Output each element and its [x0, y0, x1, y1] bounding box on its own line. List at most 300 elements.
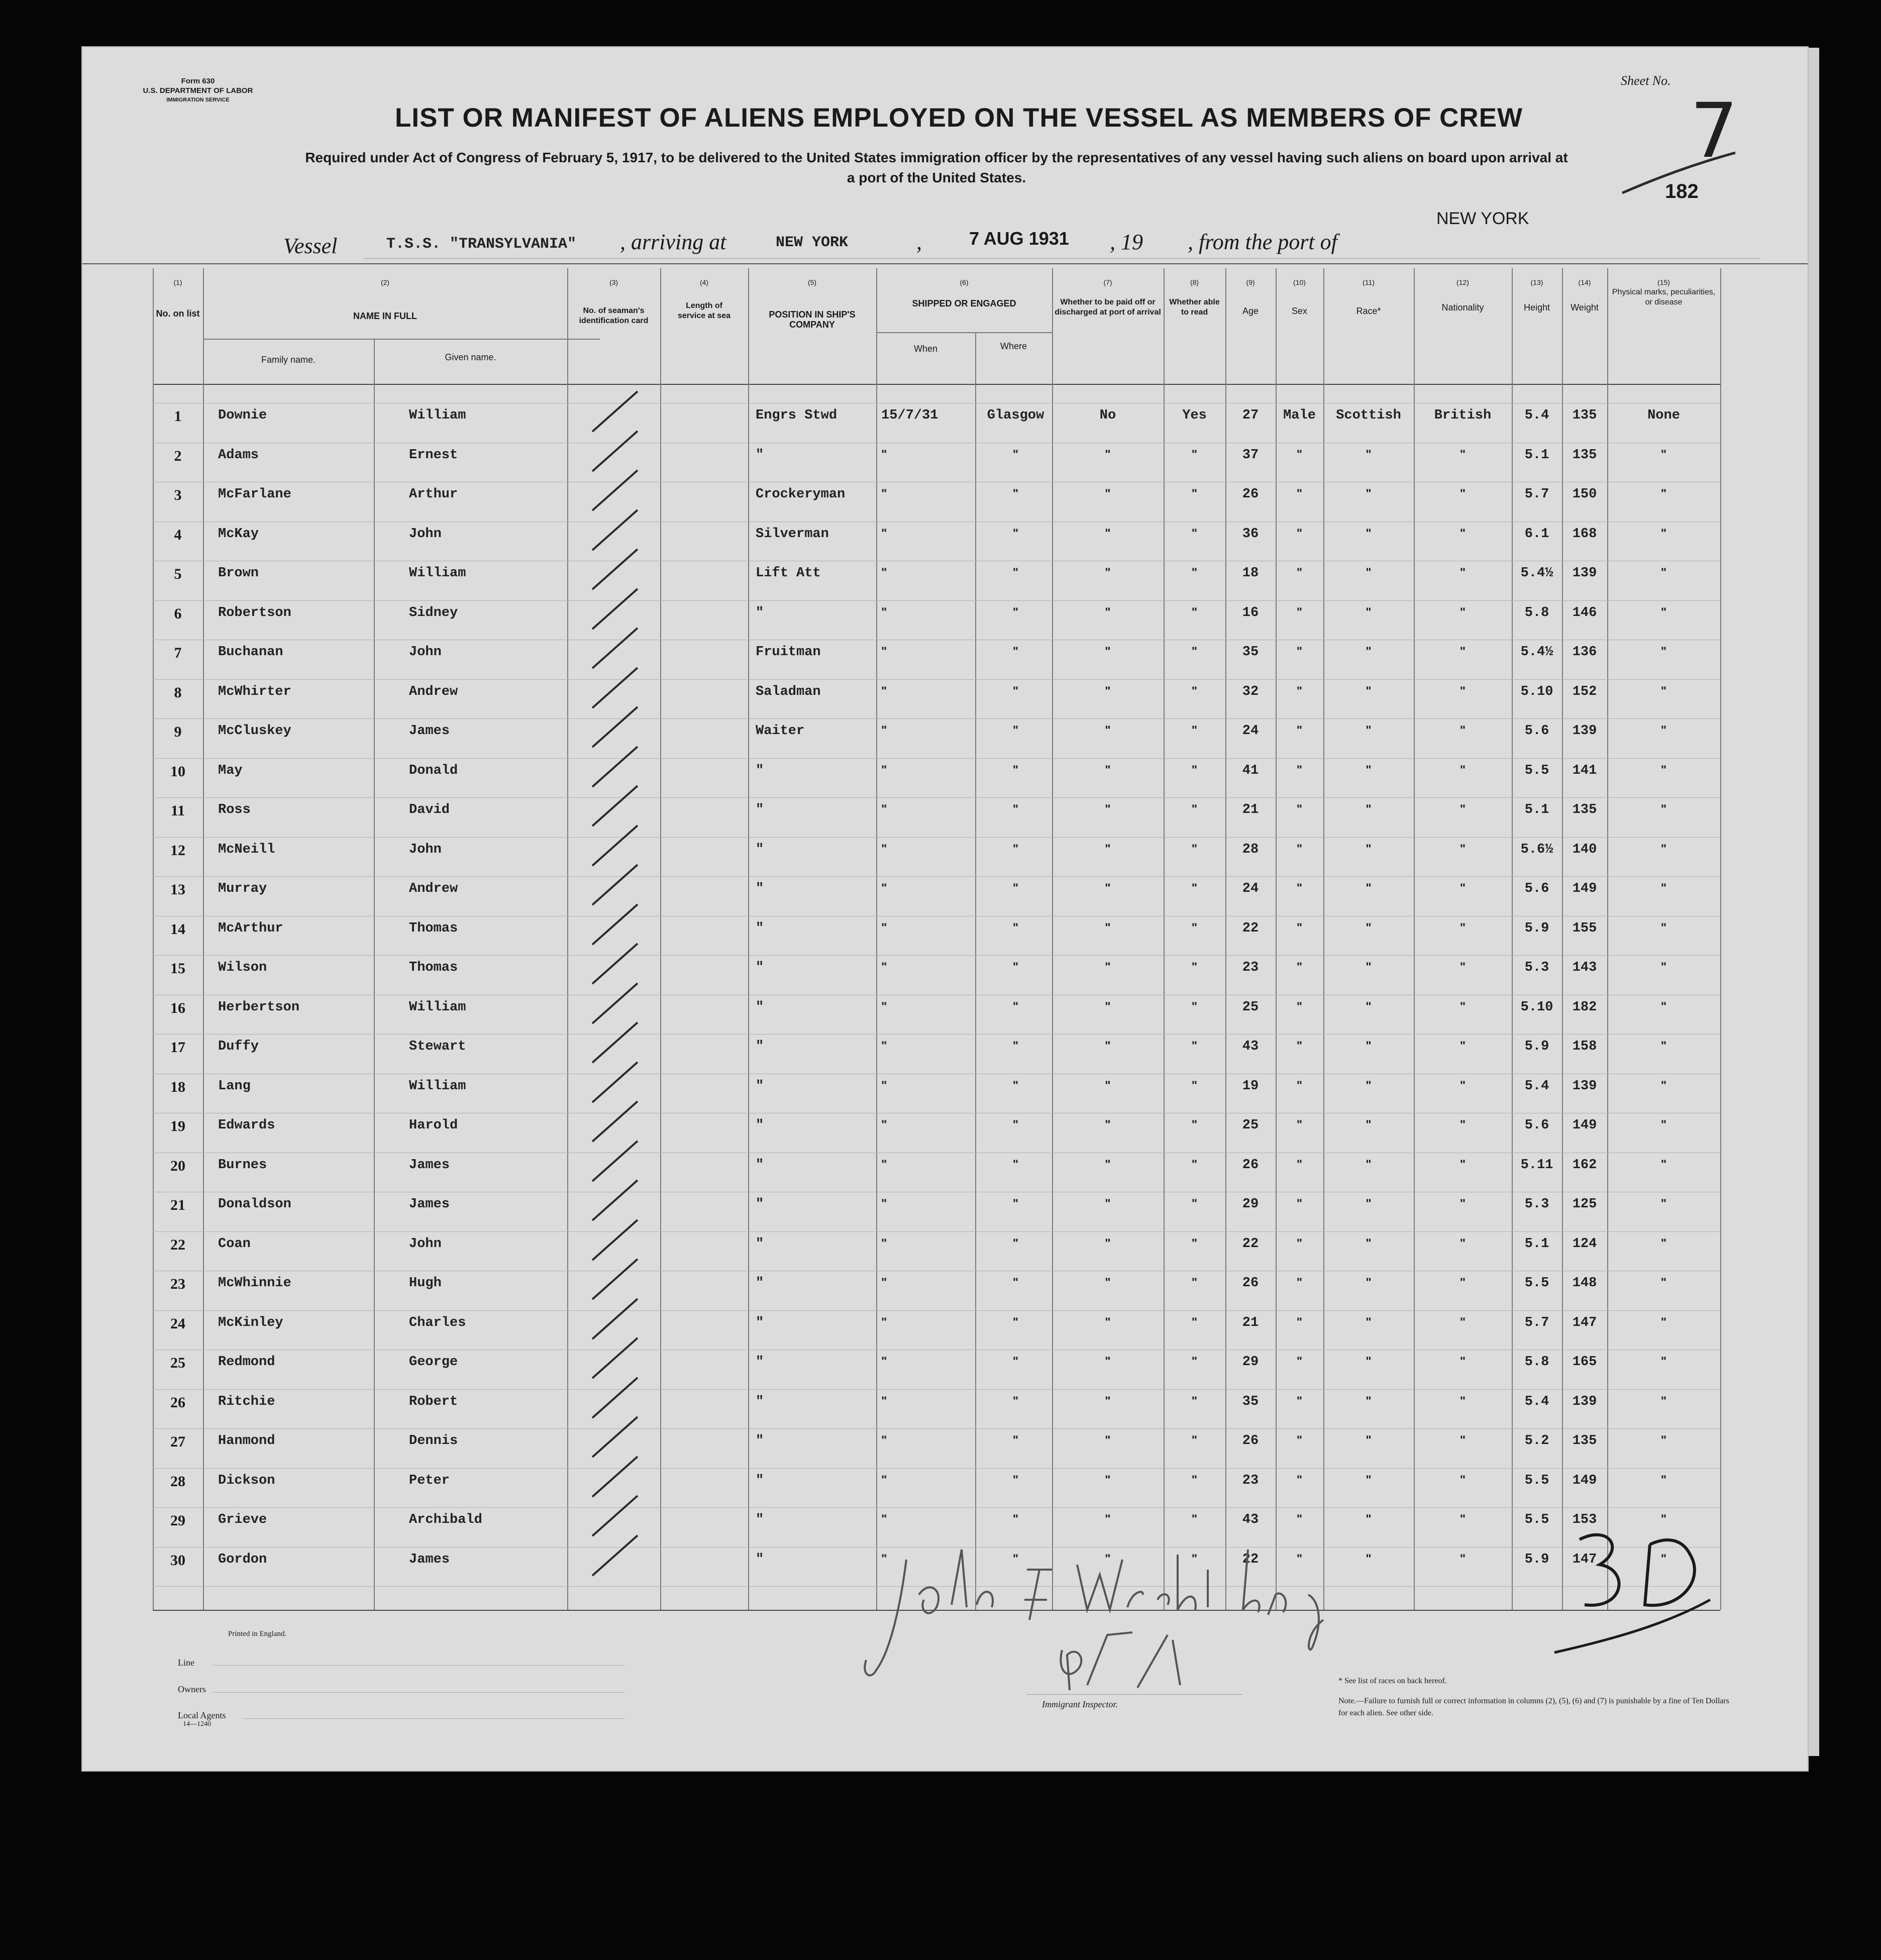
race-ditto: " — [1366, 881, 1372, 895]
physical-marks-ditto: " — [1660, 763, 1667, 777]
physical-marks-ditto: " — [1660, 1276, 1667, 1289]
header-when: When — [913, 344, 938, 354]
seaman-id-slash — [585, 665, 645, 710]
physical-marks-ditto: " — [1660, 447, 1667, 461]
header-sex: Sex — [1291, 306, 1308, 316]
family-name-cell: Herbertson — [218, 999, 300, 1015]
inspector-line — [1027, 1694, 1243, 1695]
weight-cell: 136 — [1572, 645, 1597, 660]
row-rule — [153, 758, 1720, 759]
paid-off-cell: No — [1099, 408, 1116, 423]
shipped-when-ditto: " — [881, 1118, 887, 1131]
sheet-number-handwritten: 7 — [1690, 87, 1738, 175]
col-divider — [1720, 268, 1721, 1610]
shipped-when-ditto: " — [881, 1315, 887, 1329]
family-name-cell: Ross — [218, 802, 251, 817]
list-number-cell: 12 — [170, 842, 185, 859]
sheet-label: Sheet No. — [1621, 73, 1671, 88]
seaman-id-slash — [585, 902, 645, 947]
seaman-id-slash — [585, 1060, 645, 1105]
shipped-where-ditto: " — [1012, 802, 1019, 816]
nationality-ditto: " — [1459, 1552, 1466, 1566]
family-name-cell: McKay — [218, 526, 259, 542]
shipped-when-ditto: " — [881, 566, 887, 579]
family-name-cell: Wilson — [218, 960, 267, 975]
shipped-where-ditto: " — [1012, 881, 1019, 895]
shipped-when-ditto: " — [881, 1552, 887, 1566]
col-number: (12) — [1456, 278, 1469, 286]
given-name-cell: Robert — [409, 1394, 458, 1409]
nationality-ditto: " — [1459, 1039, 1466, 1053]
shipped-where-ditto: " — [1012, 1276, 1019, 1289]
family-name-cell: Donaldson — [218, 1197, 291, 1212]
seaman-id-slash — [585, 862, 645, 907]
name-subheader-rule — [203, 339, 600, 340]
col-divider — [1607, 268, 1608, 1610]
age-cell: 43 — [1242, 1039, 1259, 1054]
shipped-when-ditto: " — [881, 842, 887, 856]
age-cell: 35 — [1242, 1394, 1259, 1409]
arriving-port: NEW YORK — [776, 234, 849, 251]
list-number-cell: 23 — [170, 1276, 185, 1292]
year-label: , 19 — [1110, 230, 1143, 254]
nationality-ditto: " — [1459, 1473, 1466, 1487]
age-cell: 37 — [1242, 447, 1259, 463]
seaman-id-slash — [585, 783, 645, 829]
physical-marks-ditto: " — [1660, 487, 1667, 500]
shipped-when-ditto: " — [881, 1276, 887, 1289]
age-cell: 16 — [1242, 605, 1259, 621]
shipped-where-ditto: " — [1012, 1078, 1019, 1092]
shipped-when-ditto: " — [881, 1197, 887, 1210]
age-cell: 28 — [1242, 842, 1259, 857]
sex-ditto: " — [1296, 526, 1303, 540]
race-ditto: " — [1366, 1236, 1372, 1250]
nationality-ditto: " — [1459, 1118, 1466, 1131]
height-cell: 5.4 — [1524, 1394, 1549, 1409]
age-cell: 23 — [1242, 1473, 1259, 1488]
seaman-id-slash — [585, 1217, 645, 1263]
comma: , — [916, 230, 922, 254]
paid-off-ditto: " — [1105, 1039, 1111, 1053]
nationality-ditto: " — [1459, 920, 1466, 935]
able-to-read-ditto: " — [1191, 1197, 1198, 1210]
seaman-id-slash — [585, 547, 645, 592]
given-name-cell: Thomas — [409, 920, 458, 936]
shipped-where-ditto: " — [1012, 1197, 1019, 1210]
table-top-border — [82, 263, 1808, 264]
col-number: (4) — [699, 278, 709, 286]
sex-ditto: " — [1296, 1039, 1303, 1053]
physical-marks-ditto: " — [1660, 684, 1667, 698]
seaman-id-slash — [585, 626, 645, 671]
paid-off-ditto: " — [1105, 1512, 1111, 1526]
paid-off-ditto: " — [1105, 1118, 1111, 1131]
able-to-read-ditto: " — [1191, 920, 1198, 935]
able-to-read-ditto: " — [1191, 1157, 1198, 1171]
paid-off-ditto: " — [1105, 684, 1111, 698]
shipped-where-ditto: " — [1012, 1355, 1019, 1368]
position-cell: " — [756, 842, 764, 857]
paid-off-ditto: " — [1105, 1552, 1111, 1566]
physical-marks-ditto: " — [1660, 842, 1667, 856]
height-cell: 5.2 — [1524, 1433, 1549, 1449]
shipped-where-ditto: " — [1012, 1315, 1019, 1329]
weight-cell: 140 — [1572, 842, 1597, 857]
header-position: POSITION IN SHIP'S COMPANY — [769, 310, 856, 330]
height-cell: 5.3 — [1524, 1197, 1549, 1212]
seaman-id-slash — [585, 1454, 645, 1499]
race-ditto: " — [1366, 1394, 1372, 1408]
race-ditto: " — [1366, 842, 1372, 856]
inspector-signature — [826, 1519, 1348, 1700]
height-cell: 5.11 — [1520, 1157, 1553, 1173]
age-cell: 25 — [1242, 1118, 1259, 1133]
weight-cell: 135 — [1572, 447, 1597, 463]
race-ditto: " — [1366, 960, 1372, 974]
line-label: Line — [178, 1658, 194, 1668]
list-number-cell: 5 — [174, 566, 182, 582]
shipped-where-ditto: " — [1012, 1473, 1019, 1487]
given-name-cell: John — [409, 842, 442, 857]
sex-ditto: " — [1296, 1512, 1303, 1526]
given-name-cell: John — [409, 645, 442, 660]
list-number-cell: 11 — [170, 802, 185, 819]
able-to-read-ditto: " — [1191, 1552, 1198, 1566]
seaman-id-slash — [585, 704, 645, 750]
position-cell: " — [756, 1394, 764, 1409]
from-label: , from the port of — [1188, 230, 1337, 254]
paid-off-ditto: " — [1105, 1315, 1111, 1329]
given-name-cell: James — [409, 724, 450, 739]
nationality-ditto: " — [1459, 645, 1466, 658]
department: U.S. DEPARTMENT OF LABOR — [143, 86, 253, 95]
family-name-cell: Burnes — [218, 1157, 267, 1173]
given-name-cell: Ernest — [409, 447, 458, 463]
owners-label: Owners — [178, 1684, 206, 1694]
list-number-cell: 1 — [174, 408, 182, 425]
race-ditto: " — [1366, 1157, 1372, 1171]
col-divider — [1414, 268, 1415, 1610]
header-seaman-id: No. of seaman's identification card — [579, 306, 649, 325]
paid-off-ditto: " — [1105, 999, 1111, 1013]
row-rule — [153, 1389, 1720, 1390]
row-rule — [153, 1310, 1720, 1311]
shipped-when-cell: 15/7/31 — [881, 408, 938, 423]
physical-marks-ditto: " — [1660, 1197, 1667, 1210]
physical-marks-ditto: " — [1660, 802, 1667, 816]
position-cell: Fruitman — [756, 645, 821, 660]
given-name-cell: Harold — [409, 1118, 458, 1133]
sheet-number-stamped: 182 — [1665, 180, 1699, 202]
manifest-sheet — [81, 46, 1809, 1772]
given-name-cell: John — [409, 526, 442, 542]
weight-cell: 155 — [1572, 920, 1597, 936]
weight-cell: 149 — [1572, 1118, 1597, 1133]
given-name-cell: James — [409, 1552, 450, 1567]
sex-ditto: " — [1296, 920, 1303, 935]
shipped-where-ditto: " — [1012, 645, 1019, 658]
shipped-where-ditto: " — [1012, 1512, 1019, 1526]
race-ditto: " — [1366, 566, 1372, 579]
given-name-cell: Donald — [409, 763, 458, 778]
header-family-name: Family name. — [261, 355, 316, 365]
paid-off-ditto: " — [1105, 1433, 1111, 1447]
form-number: Form 630 — [181, 77, 215, 85]
family-name-cell: Coan — [218, 1236, 251, 1252]
physical-marks-ditto: " — [1660, 1433, 1667, 1447]
able-to-read-ditto: " — [1191, 1512, 1198, 1526]
age-cell: 25 — [1242, 999, 1259, 1015]
height-cell: 5.8 — [1524, 605, 1549, 621]
able-to-read-ditto: " — [1191, 1433, 1198, 1447]
given-name-cell: William — [409, 1078, 466, 1094]
age-cell: 26 — [1242, 1157, 1259, 1173]
given-name-cell: Charles — [409, 1315, 466, 1330]
race-ditto: " — [1366, 487, 1372, 500]
shipped-when-ditto: " — [881, 684, 887, 698]
vessel-name: T.S.S. "TRANSYLVANIA" — [386, 236, 577, 253]
seaman-id-slash — [585, 1020, 645, 1065]
header-paid-off: Whether to be paid off or discharged at port of arrival — [1055, 298, 1161, 317]
vessel-label: Vessel — [283, 234, 338, 258]
sex-ditto: " — [1296, 1118, 1303, 1131]
shipped-where-ditto: " — [1012, 999, 1019, 1013]
seaman-id-slash — [585, 1296, 645, 1342]
position-cell: Silverman — [756, 526, 829, 542]
height-cell: 5.4 — [1524, 408, 1549, 423]
list-number-cell: 14 — [170, 920, 185, 938]
weight-cell: 150 — [1572, 487, 1597, 502]
position-cell: " — [756, 999, 764, 1015]
race-ditto: " — [1366, 763, 1372, 777]
shipped-where-ditto: " — [1012, 960, 1019, 974]
col-number: (3) — [609, 278, 618, 286]
given-name-cell: William — [409, 999, 466, 1015]
seaman-id-slash — [585, 1533, 645, 1578]
nationality-ditto: " — [1459, 487, 1466, 500]
height-cell: 5.4½ — [1520, 645, 1553, 660]
height-cell: 5.1 — [1524, 802, 1549, 817]
race-ditto: " — [1366, 1433, 1372, 1447]
family-name-cell: McWhirter — [218, 684, 291, 699]
family-name-cell: Buchanan — [218, 645, 283, 660]
height-cell: 5.6 — [1524, 881, 1549, 896]
col-divider — [567, 268, 568, 1610]
weight-cell: 141 — [1572, 763, 1597, 778]
age-cell: 36 — [1242, 526, 1259, 542]
given-name-cell: Andrew — [409, 684, 458, 699]
position-cell: " — [756, 447, 764, 463]
family-name-cell: Downie — [218, 408, 267, 423]
races-note: * See list of races on back hereof. — [1338, 1677, 1447, 1685]
sex-ditto: " — [1296, 881, 1303, 895]
nationality-ditto: " — [1459, 763, 1466, 777]
seaman-id-slash — [585, 1335, 645, 1381]
seaman-id-slash — [585, 389, 645, 434]
physical-marks-ditto: " — [1660, 1512, 1667, 1526]
physical-marks-ditto: " — [1660, 1394, 1667, 1408]
sex-ditto: " — [1296, 1197, 1303, 1210]
family-name-cell: Murray — [218, 881, 267, 896]
shipped-when-ditto: " — [881, 1512, 887, 1526]
shipped-when-ditto: " — [881, 881, 887, 895]
paid-off-ditto: " — [1105, 1197, 1111, 1210]
weight-cell: 182 — [1572, 999, 1597, 1015]
paid-off-ditto: " — [1105, 920, 1111, 935]
sex-ditto: " — [1296, 1078, 1303, 1092]
physical-marks-ditto: " — [1660, 526, 1667, 540]
seaman-id-slash — [585, 586, 645, 632]
col-divider — [660, 268, 661, 1610]
height-cell: 5.5 — [1524, 763, 1549, 778]
physical-marks-ditto: " — [1660, 1078, 1667, 1092]
given-name-cell: Thomas — [409, 960, 458, 975]
row-rule — [153, 600, 1720, 601]
able-to-read-ditto: " — [1191, 763, 1198, 777]
service: IMMIGRATION SERVICE — [166, 97, 230, 103]
col-divider — [374, 339, 375, 1610]
seaman-id-slash — [585, 981, 645, 1026]
seaman-id-slash — [585, 1139, 645, 1184]
race-ditto: " — [1366, 526, 1372, 540]
header-name-in-full: NAME IN FULL — [353, 311, 417, 321]
header-where: Where — [1000, 341, 1027, 351]
race-ditto: " — [1366, 802, 1372, 816]
shipped-subheader-rule — [876, 332, 1052, 333]
weight-cell: 143 — [1572, 960, 1597, 975]
position-cell: Lift Att — [756, 566, 821, 581]
paid-off-ditto: " — [1105, 724, 1111, 737]
position-cell: " — [756, 1236, 764, 1252]
col-divider — [1323, 268, 1324, 1610]
position-cell: " — [756, 1552, 764, 1567]
family-name-cell: Edwards — [218, 1118, 275, 1133]
weight-cell: 149 — [1572, 881, 1597, 896]
col-divider — [1164, 268, 1165, 1610]
given-name-cell: Andrew — [409, 881, 458, 896]
col-number: (14) — [1578, 278, 1591, 286]
sex-ditto: " — [1296, 842, 1303, 856]
physical-marks-ditto: " — [1660, 566, 1667, 579]
document-title: LIST OR MANIFEST OF ALIENS EMPLOYED ON THE VESSEL AS MEMBERS OF CREW — [395, 103, 1523, 133]
weight-cell: 146 — [1572, 605, 1597, 621]
list-number-cell: 3 — [174, 487, 182, 503]
row-rule — [153, 1034, 1720, 1035]
able-to-read-ditto: " — [1191, 645, 1198, 658]
position-cell: " — [756, 960, 764, 975]
position-cell: " — [756, 1433, 764, 1449]
given-name-cell: Archibald — [409, 1512, 482, 1527]
header-race: Race* — [1356, 306, 1381, 316]
physical-marks-ditto: " — [1660, 999, 1667, 1013]
physical-marks-ditto: " — [1660, 960, 1667, 974]
able-to-read-ditto: " — [1191, 566, 1198, 579]
paid-off-ditto: " — [1105, 960, 1111, 974]
height-cell: 5.9 — [1524, 1552, 1549, 1567]
row-rule — [153, 797, 1720, 798]
given-name-cell: George — [409, 1355, 458, 1370]
physical-marks-ditto: " — [1660, 1236, 1667, 1250]
weight-cell: 135 — [1572, 408, 1597, 423]
col-number: (7) — [1103, 278, 1112, 286]
list-number-cell: 2 — [174, 447, 182, 464]
paid-off-ditto: " — [1105, 1078, 1111, 1092]
family-name-cell: McNeill — [218, 842, 275, 857]
family-name-cell: Hanmond — [218, 1433, 275, 1449]
owners-underline — [213, 1692, 625, 1693]
age-cell: 23 — [1242, 960, 1259, 975]
inspector-label: Immigrant Inspector. — [1042, 1699, 1118, 1709]
weight-cell: 162 — [1572, 1157, 1597, 1173]
race-ditto: " — [1366, 1039, 1372, 1053]
nationality-ditto: " — [1459, 526, 1466, 540]
shipped-where-ditto: " — [1012, 447, 1019, 461]
list-number-cell: 29 — [170, 1512, 185, 1529]
race-ditto: " — [1366, 447, 1372, 461]
position-cell: " — [756, 920, 764, 936]
seaman-id-slash — [585, 1178, 645, 1223]
age-cell: 29 — [1242, 1355, 1259, 1370]
shipped-when-ditto: " — [881, 960, 887, 974]
nationality-cell: British — [1434, 408, 1492, 423]
family-name-cell: Dickson — [218, 1473, 275, 1488]
height-cell: 5.9 — [1524, 1039, 1549, 1054]
sex-ditto: " — [1296, 645, 1303, 658]
family-name-cell: Adams — [218, 447, 259, 463]
able-to-read-ditto: " — [1191, 605, 1198, 619]
col-number: (6) — [960, 278, 969, 286]
weight-cell: 135 — [1572, 802, 1597, 817]
shipped-where-ditto: " — [1012, 724, 1019, 737]
sex-ditto: " — [1296, 1433, 1303, 1447]
paid-off-ditto: " — [1105, 645, 1111, 658]
nationality-ditto: " — [1459, 1315, 1466, 1329]
age-cell: 21 — [1242, 1315, 1259, 1330]
sex-ditto: " — [1296, 1355, 1303, 1368]
paid-off-ditto: " — [1105, 881, 1111, 895]
weight-cell: 152 — [1572, 684, 1597, 699]
family-name-cell: May — [218, 763, 243, 778]
list-number-cell: 20 — [170, 1157, 185, 1174]
family-name-cell: McCluskey — [218, 724, 291, 739]
family-name-cell: McArthur — [218, 920, 283, 936]
race-ditto: " — [1366, 645, 1372, 658]
sex-cell: Male — [1283, 408, 1316, 423]
header-able-read: Whether able to read — [1169, 298, 1220, 317]
height-cell: 5.6 — [1524, 724, 1549, 739]
position-cell: Crockeryman — [756, 487, 846, 502]
height-cell: 5.6 — [1524, 1118, 1549, 1133]
sex-ditto: " — [1296, 447, 1303, 461]
seaman-id-slash — [585, 823, 645, 868]
shipped-when-ditto: " — [881, 447, 887, 461]
shipped-when-ditto: " — [881, 999, 887, 1013]
shipped-where-ditto: " — [1012, 566, 1019, 579]
paid-off-ditto: " — [1105, 1473, 1111, 1487]
list-number-cell: 25 — [170, 1355, 185, 1371]
given-name-cell: John — [409, 1236, 442, 1252]
given-name-cell: Hugh — [409, 1276, 442, 1291]
sex-ditto: " — [1296, 684, 1303, 698]
position-cell: " — [756, 1039, 764, 1054]
age-cell: 29 — [1242, 1197, 1259, 1212]
weight-cell: 148 — [1572, 1276, 1597, 1291]
weight-cell: 165 — [1572, 1355, 1597, 1370]
from-port: NEW YORK — [1436, 209, 1529, 228]
height-cell: 5.3 — [1524, 960, 1549, 975]
position-cell: " — [756, 802, 764, 817]
